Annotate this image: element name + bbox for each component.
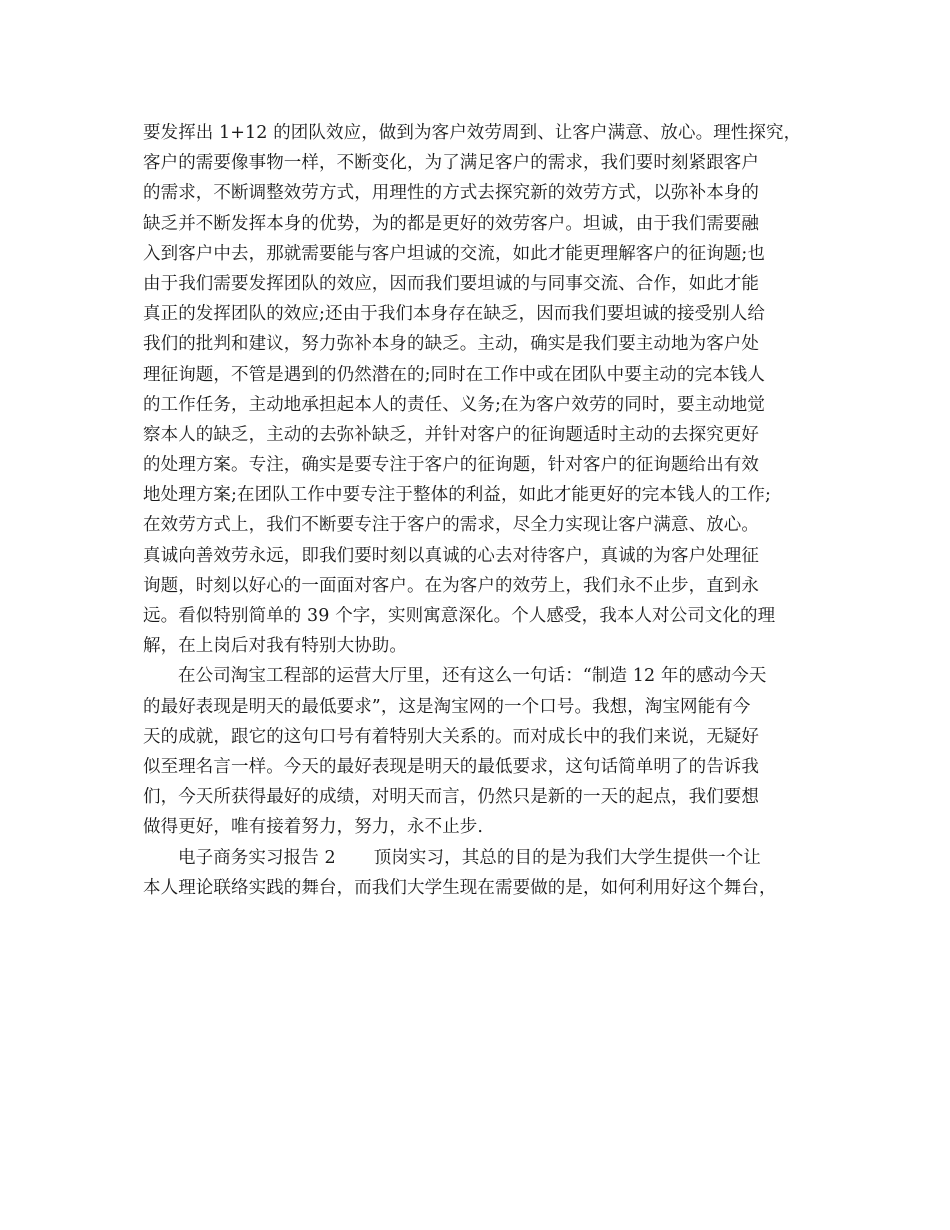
text-line: 缺乏并不断发挥本身的优势，为的都是更好的效劳客户。坦诚，由于我们需要融 [143,213,759,234]
text-line: 们，今天所获得最好的成绩，对明天而言，仍然只是新的一天的起点，我们要想 [143,787,759,808]
text-line: 的工作任务，主动地承担起本人的责任、义务;在为客户效劳的同时，要主动地觉 [143,394,765,415]
text-line: 询题，时刻以好心的一面面对客户。在为客户的效劳上，我们永不止步，直到永 [143,575,759,596]
text-line: 远。看似特别简单的 39 个字，实则寓意深化。个人感受，我本人对公司文化的理 [143,606,776,626]
text-line: 察本人的缺乏，主动的去弥补缺乏，并针对客户的征询题适时主动的去探究更好 [143,424,759,445]
text-line: 客户的需要像事物一样，不断变化，为了满足客户的需求，我们要时刻紧跟客户 [143,153,759,174]
text-line: 天的成就，跟它的这句口号有着特别大关系的。而对成长中的我们来说，无疑好 [143,726,759,747]
text-line [143,843,823,873]
text-line: 在效劳方式上，我们不断要专注于客户的需求，尽全力实现让客户满意、放心。 [143,515,759,536]
text-line: 真诚向善效劳永远，即我们要时刻以真诚的心去对待客户，真诚的为客户处理征 [143,545,759,566]
paragraph-2 [143,661,823,842]
text-line: 做得更好，唯有接着努力，努力，永不止步. [143,817,484,838]
text-line: 真正的发挥团队的效应;还由于我们本身存在缺乏，因而我们要坦诚的接受别人给 [143,304,765,325]
text-line: 似至理名言一样。今天的最好表现是明天的最低要求，这句话简单明了的告诉我 [143,756,759,777]
paragraph-3-first-line: 顶岗实习，其总的目的是为我们大学生提供一个让 [373,847,761,868]
text-line: 本人理论联络实践的舞台，而我们大学生现在需要做的是，如何利用好这个舞台， [143,877,777,898]
text-line: 理征询题，不管是遇到的仍然潜在的;同时在工作中或在团队中要主动的完本钱人 [143,364,765,385]
text-line: 解，在上岗后对我有特别大协助。 [143,636,407,657]
text-line: 的需求，不断调整效劳方式，用理性的方式去探究新的效劳方式，以弥补本身的 [143,183,759,204]
text-line: 的处理方案。专注，确实是要专注于客户的征询题，针对客户的征询题给出有效 [143,455,759,476]
text-line: 在公司淘宝工程部的运营大厅里，还有这么一句话：“制造 12 年的感动今天 [178,666,767,687]
text-line: 我们的批判和建议，努力弥补本身的缺乏。主动，确实是我们要主动地为客户处 [143,334,759,355]
section-heading: 电子商务实习报告 2 [178,847,336,868]
text-line: 地处理方案;在团队工作中要专注于整体的利益，如此才能更好的完本钱人的工作; [143,485,771,506]
paragraph-1 [143,118,823,661]
paragraph-3 [143,843,823,903]
text-line: 由于我们需要发挥团队的效应，因而我们要坦诚的与同事交流、合作，如此才能 [143,273,759,294]
text-line: 要发挥出 1+12 的团队效应，做到为客户效劳周到、让客户满意、放心。理性探究， [143,123,802,143]
document-body [143,118,823,903]
text-line: 入到客户中去，那就需要能与客户坦诚的交流，如此才能更理解客户的征询题;也 [143,243,765,264]
text-line: 的最好表现是明天的最低要求”，这是淘宝网的一个口号。我想，淘宝网能有今 [143,696,751,717]
